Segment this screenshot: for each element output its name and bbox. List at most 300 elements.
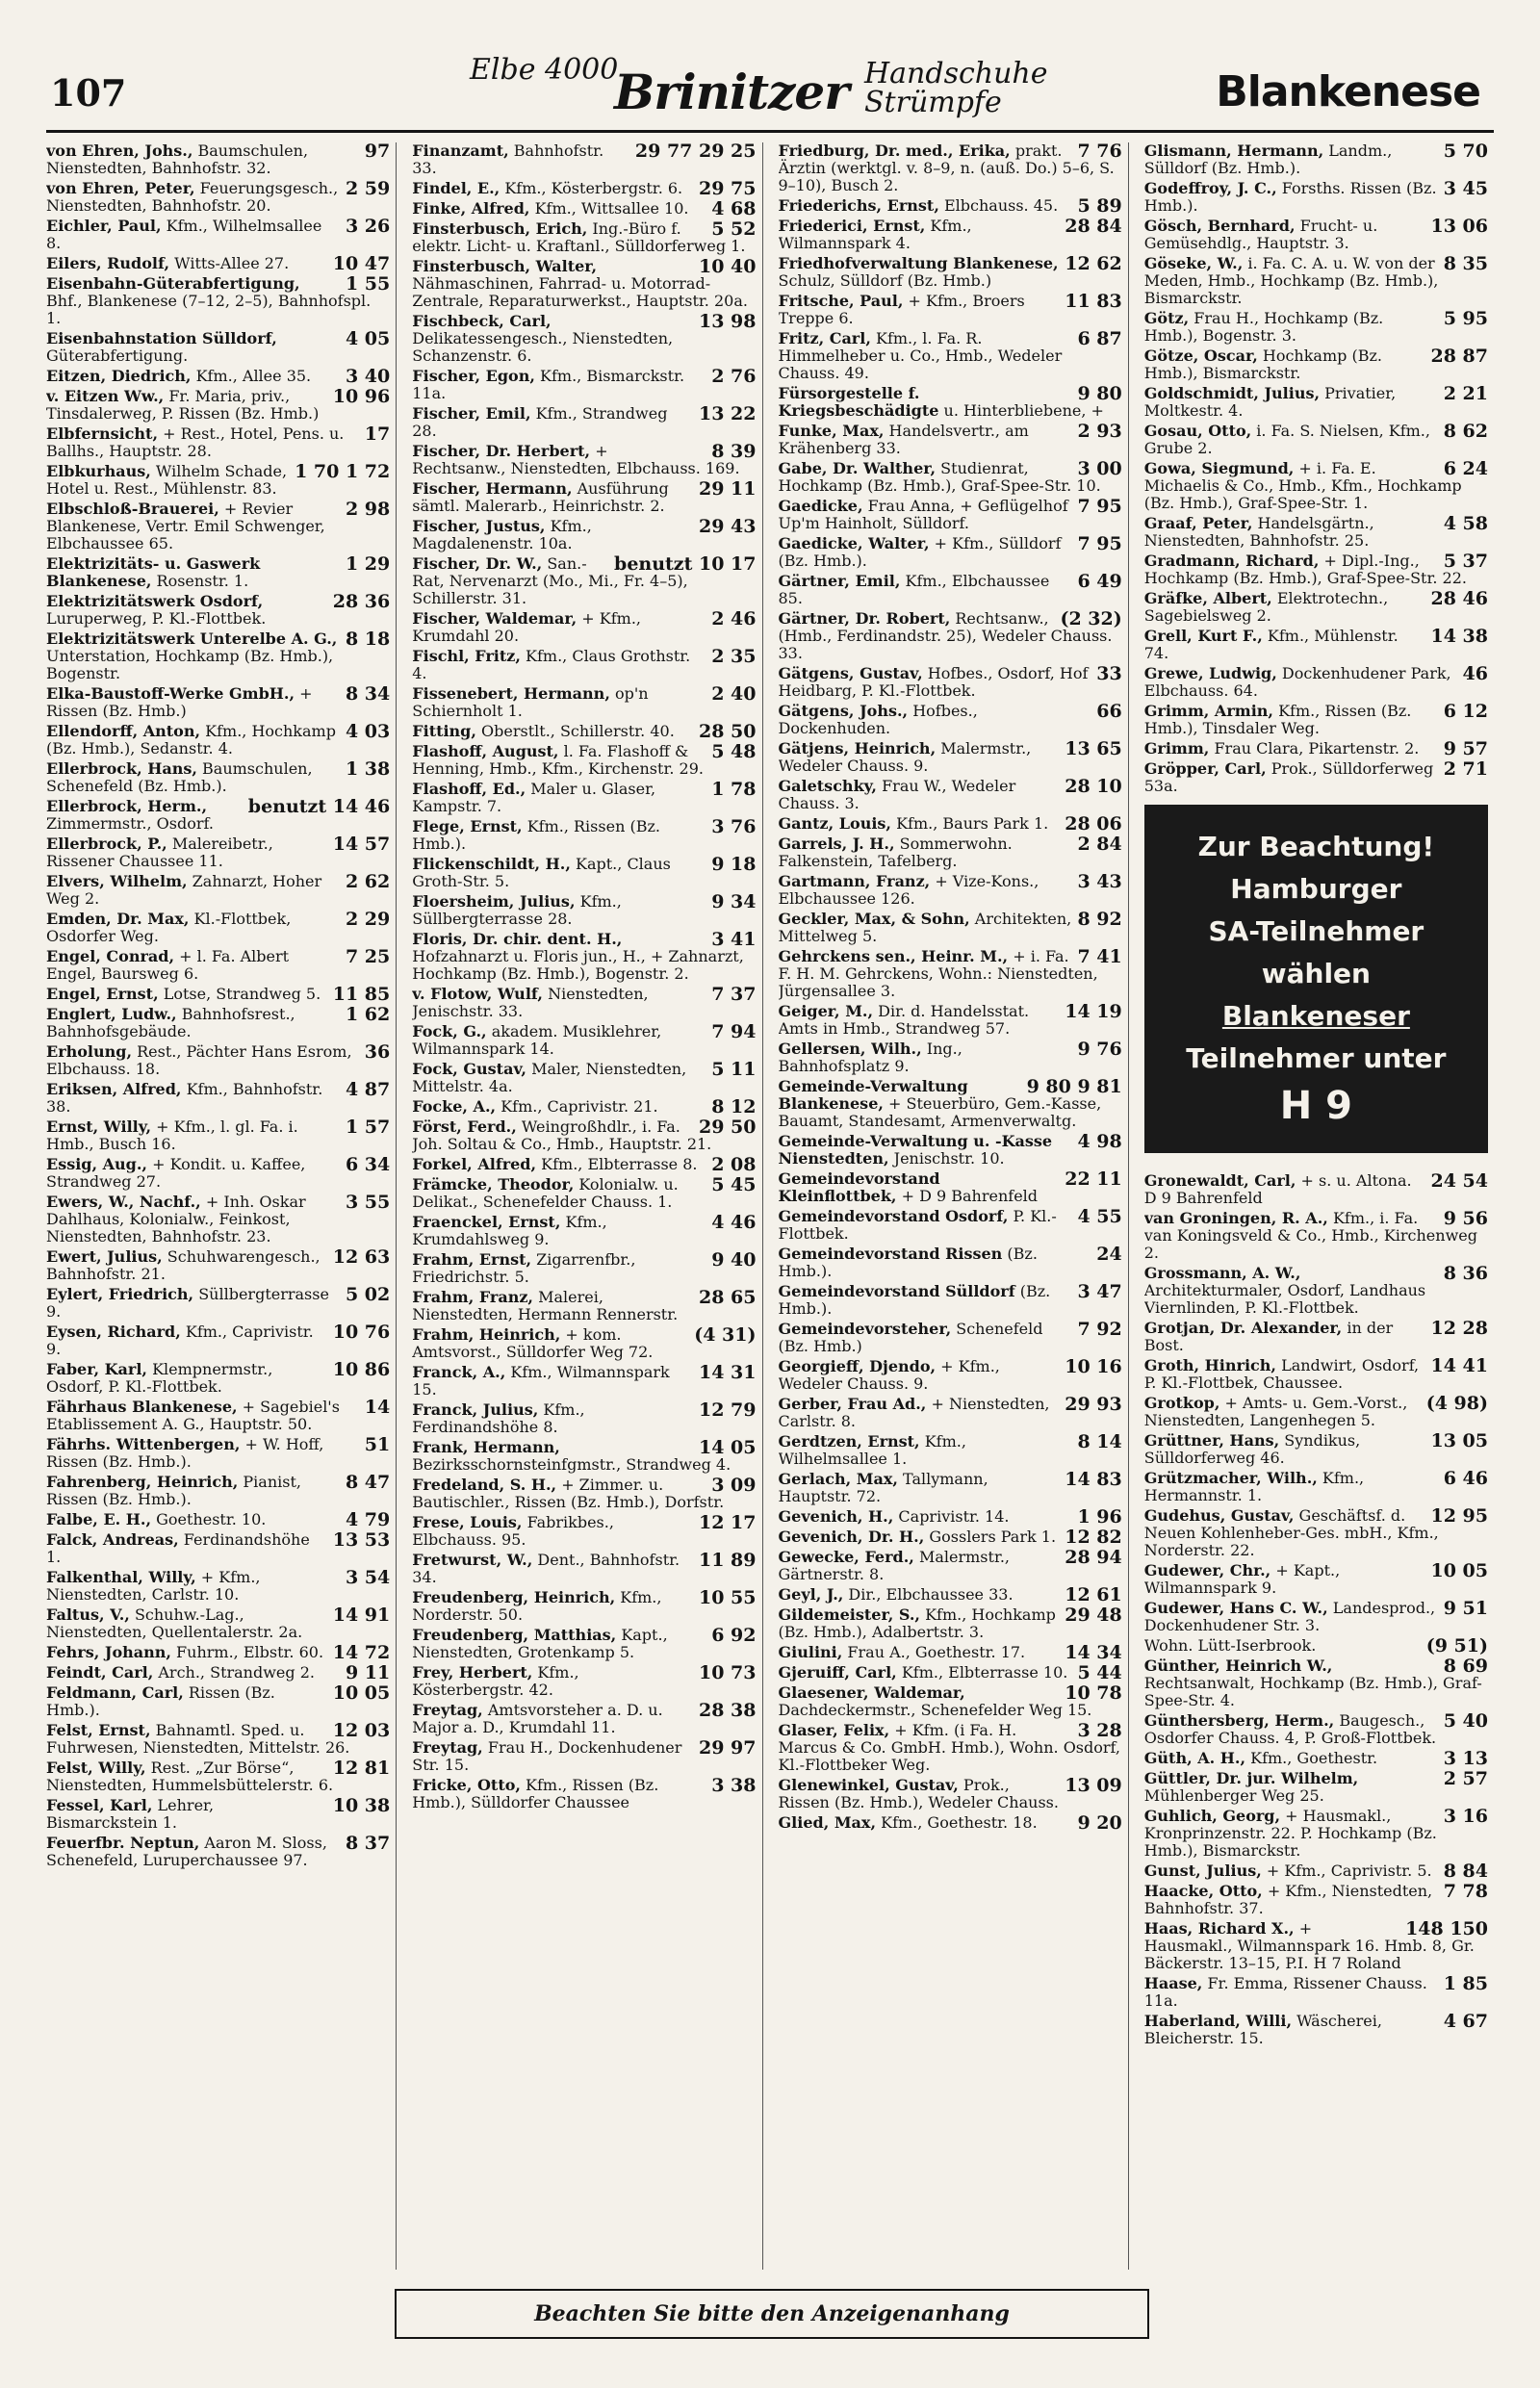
entry-detail: Witts-Allee 27. — [174, 254, 290, 272]
page-number: 107 — [50, 71, 127, 115]
entry-name: Fraenckel, Ernst, — [412, 1213, 561, 1231]
entry-detail: Pianist, Rissen (Bz. Hmb.). — [46, 1473, 301, 1508]
entry-detail: + i. Fa. E. Michaelis & Co., Hmb., Kfm., Hochkamp (Bz. Hmb.), Graf-Spee-Str. 1. — [1143, 459, 1462, 512]
directory-entry — [412, 1326, 756, 1361]
entry-phone: 14 91 — [332, 1605, 391, 1626]
entry-phone: 5 89 — [1077, 195, 1122, 217]
entry-name: Groth, Hinrich, — [1143, 1356, 1276, 1374]
entry-phone: (4 31) — [694, 1324, 757, 1346]
entry-phone: 4 55 — [1077, 1206, 1122, 1227]
entry-phone: 3 41 — [711, 929, 757, 950]
entry-phone: 12 03 — [332, 1720, 391, 1741]
entry-name: Elbschloß-Brauerei, — [46, 500, 219, 518]
directory-entry — [779, 1528, 1122, 1546]
entry-detail: + kom. Amtsvorst., Sülldorfer Weg 72. — [412, 1325, 654, 1361]
entry-detail: Kfm., Baurs Park 1. — [896, 814, 1049, 833]
entry-detail: + Rest., Hotel, Pens. u. Ballhs., Hauptstr. 28. — [46, 424, 345, 460]
directory-entry — [1144, 1357, 1488, 1392]
directory-entry — [46, 1118, 390, 1153]
entry-name: Günthersberg, Herm., — [1143, 1711, 1335, 1730]
directory-entry — [46, 685, 390, 720]
entry-name: Focke, A., — [412, 1097, 497, 1116]
entry-phone: 5 45 — [711, 1174, 757, 1195]
entry-detail: Studienrat, Hochkamp (Bz. Hmb.), Graf-Spee-Str. 10. — [778, 459, 1101, 495]
entry-detail: Schulz, Sülldorf (Bz. Hmb.) — [778, 271, 992, 290]
entry-phone: 2 08 — [711, 1154, 757, 1175]
directory-entry — [779, 1508, 1122, 1526]
entry-phone: 6 46 — [1443, 1468, 1488, 1489]
entry-name: Englert, Ludw., — [46, 1005, 177, 1023]
directory-entry — [46, 1511, 390, 1528]
directory-entry — [1144, 1600, 1488, 1634]
entry-name: Güth, A. H., — [1143, 1749, 1246, 1767]
entry-detail: Luruperweg, P. Kl.-Flottbek. — [46, 609, 267, 628]
entry-phone: 3 40 — [345, 366, 391, 387]
directory-entry — [412, 368, 756, 402]
entry-phone: benutzt 14 46 — [247, 796, 391, 817]
directory-entry — [46, 388, 390, 423]
directory-entry — [412, 1552, 756, 1586]
entry-detail: i. Fa. C. A. u. W. von der Meden, Hmb., Hochkamp (Bz. Hmb.), Bismarckstr. — [1143, 254, 1439, 307]
entry-phone: 28 84 — [1065, 216, 1122, 237]
entry-name: Guhlich, Georg, — [1143, 1807, 1281, 1825]
entry-detail: + i. Fa. F. H. M. Gehrckens, Wohn.: Nienstedten, Jürgensallee 3. — [778, 947, 1098, 1000]
entry-phone: 8 39 — [711, 441, 757, 462]
directory-entry — [779, 1078, 1122, 1130]
entry-detail: Kfm., Elbterrasse 8. — [541, 1155, 698, 1173]
listing-column-2 — [412, 142, 762, 2270]
page-header — [46, 50, 1494, 133]
directory-entry — [412, 1364, 756, 1399]
entry-phone: 5 37 — [1443, 551, 1488, 572]
entry-phone: 9 80 — [1077, 383, 1122, 404]
directory-entry — [779, 293, 1122, 327]
entry-detail: Kfm., Elbchaussee 85. — [778, 572, 1050, 607]
entry-phone: 3 76 — [711, 816, 757, 837]
entry-detail: Landwirt, Osdorf, P. Kl.-Flottbek, Chaussee. — [1143, 1356, 1420, 1392]
directory-entry — [779, 1170, 1122, 1205]
entry-name: Fischbeck, Carl, — [412, 312, 552, 330]
entry-detail: Ing., Bahnhofsplatz 9. — [778, 1040, 962, 1075]
entry-detail: Fabrikbes., Elbchauss. 95. — [412, 1513, 614, 1549]
entry-phone: 10 55 — [699, 1587, 757, 1608]
directory-entry — [779, 815, 1122, 833]
entry-detail: Hofbes., Dockenhuden. — [778, 702, 978, 737]
entry-name: Fischer, Dr. W., — [412, 554, 543, 573]
directory-entry — [412, 856, 756, 890]
entry-detail: Kfm., Ferdinandshöhe 8. — [412, 1400, 585, 1436]
entry-name: Eysen, Richard, — [46, 1322, 181, 1341]
directory-entry — [779, 460, 1122, 495]
entry-detail: Bhf., Blankenese (7–12, 2–5), Bahnhofspl. 1. — [46, 292, 372, 327]
entry-detail: Rest. „Zur Börse“, Nienstedten, Hummelsbüttelerstr. 6. — [46, 1759, 334, 1794]
entry-detail: Zigarrenfbr., Friedrichstr. 5. — [412, 1250, 636, 1286]
directory-entry — [46, 835, 390, 870]
entry-phone: 29 93 — [1065, 1394, 1122, 1415]
entry-detail: Kfm., Goethestr. 18. — [881, 1813, 1038, 1832]
entry-detail: Caprivistr. 14. — [898, 1507, 1010, 1526]
entry-detail: Zimmermstr., Osdorf. — [46, 814, 214, 833]
entry-name: Franck, A., — [412, 1363, 506, 1381]
directory-entry — [779, 498, 1122, 532]
entry-detail: Kl.-Flottbek, Osdorfer Weg. — [46, 910, 292, 945]
entry-name: Gerlach, Max, — [778, 1470, 898, 1488]
entry-detail: Wäscherei, Bleicherstr. 15. — [1143, 2012, 1382, 2047]
directory-entry — [412, 1098, 756, 1116]
entry-name: Graaf, Peter, — [1143, 514, 1253, 532]
entry-phone: 28 36 — [332, 591, 391, 612]
entry-phone: 4 03 — [345, 721, 391, 742]
entry-phone: 28 10 — [1065, 776, 1122, 797]
entry-phone: 22 11 — [1065, 1168, 1122, 1190]
entry-phone: (2 32) — [1060, 608, 1122, 629]
directory-entry — [412, 723, 756, 740]
directory-entry — [1144, 1432, 1488, 1467]
entry-detail: Wilhelm Schade, Hotel u. Rest., Mühlenstr. 83. — [46, 462, 288, 498]
entry-name: Engel, Conrad, — [46, 947, 175, 965]
entry-name: Feindt, Carl, — [46, 1663, 154, 1682]
entry-phone: 1 62 — [345, 1004, 391, 1025]
directory-entry — [46, 1664, 390, 1682]
entry-phone: (9 51) — [1425, 1635, 1488, 1656]
entry-detail: Güterabfertigung. — [46, 347, 189, 365]
entry-detail: Bezirksschornsteinfgmstr., Strandweg 4. — [412, 1455, 732, 1474]
directory-entry — [46, 425, 390, 460]
entry-phone: 12 95 — [1430, 1505, 1488, 1527]
directory-entry — [412, 610, 756, 645]
directory-entry — [779, 665, 1122, 700]
notice-line: Teilnehmer unter — [1186, 1042, 1447, 1074]
entry-phone: 10 86 — [332, 1359, 391, 1380]
entry-name: Gjeruiff, Carl, — [778, 1663, 897, 1682]
directory-entry — [779, 385, 1122, 420]
directory-entry — [779, 610, 1122, 662]
entry-detail: Aaron M. Sloss, Schenefeld, Luruperchaussee 97. — [46, 1834, 327, 1869]
directory-entry — [779, 1684, 1122, 1719]
entry-phone: 33 — [1096, 663, 1122, 684]
directory-entry — [1144, 310, 1488, 345]
entry-name: Haas, Richard X., — [1143, 1919, 1295, 1938]
entry-name: Ellerbrock, Hans, — [46, 759, 197, 778]
entry-name: Elektrizitätswerk Unterelbe A. G., — [46, 629, 338, 648]
entry-phone: 9 40 — [711, 1249, 757, 1271]
directory-entry — [779, 1606, 1122, 1641]
entry-name: Gemeindevorstand Rissen — [778, 1245, 1003, 1263]
entry-name: Fischl, Fritz, — [412, 647, 521, 665]
entry-phone: 36 — [364, 1041, 391, 1063]
directory-entry — [1144, 515, 1488, 550]
directory-entry — [412, 1289, 756, 1323]
entry-phone: 2 62 — [345, 871, 391, 892]
entry-name: Glismann, Hermann, — [1143, 142, 1324, 160]
entry-name: Geckler, Max, & Sohn, — [778, 910, 970, 928]
entry-name: Gemeindevorsteher, — [778, 1320, 952, 1338]
entry-name: Freudenberg, Matthias, — [412, 1626, 617, 1644]
entry-name: Elbfernsicht, — [46, 424, 159, 443]
entry-detail: Kfm., i. Fa. van Koningsveld & Co., Hmb., Kirchenweg 2. — [1143, 1209, 1477, 1262]
entry-detail: Zahnarzt, Hoher Weg 2. — [46, 872, 322, 908]
entry-phone: 14 38 — [1430, 626, 1488, 647]
entry-phone: 10 78 — [1065, 1682, 1122, 1704]
entry-detail: + Kondit. u. Kaffee, Strandweg 27. — [46, 1155, 306, 1191]
entry-name: Fretwurst, W., — [412, 1551, 533, 1569]
directory-entry — [46, 1323, 390, 1358]
directory-entry — [46, 948, 390, 983]
entry-detail: prakt. Ärztin (werktgl. v. 8–9, n. (auß. Do.) 5–6, S. 9–10), Busch 2. — [778, 142, 1115, 194]
entry-detail: Ausführung sämtl. Malerarb., Heinrichstr. 2. — [412, 479, 669, 515]
entry-name: Fischer, Waldemar, — [412, 609, 578, 628]
entry-phone: 10 73 — [699, 1662, 757, 1683]
directory-entry — [1144, 1637, 1488, 1655]
entry-phone: 3 54 — [345, 1567, 391, 1588]
directory-entry — [46, 1248, 390, 1283]
directory-entry — [1144, 1265, 1488, 1317]
entry-detail: Kfm., Wilhelmsallee 1. — [778, 1432, 966, 1468]
directory-entry — [1144, 1808, 1488, 1860]
entry-detail: Kfm., Caprivistr. 21. — [500, 1097, 658, 1116]
entry-name: Fock, Gustav, — [412, 1060, 526, 1078]
directory-entry — [412, 648, 756, 682]
entry-detail: Kfm., Hochkamp (Bz. Hmb.), Adalbertstr. 3. — [778, 1605, 1056, 1641]
entry-phone: 6 12 — [1443, 701, 1488, 722]
entry-detail: Kapt., Claus Groth-Str. 5. — [412, 855, 671, 890]
entry-phone: 7 95 — [1077, 533, 1122, 554]
entry-detail: + Kfm., Broers Treppe 6. — [778, 292, 1025, 327]
entry-detail: Delikatessengesch., Nienstedten, Schanzenstr. 6. — [412, 329, 674, 365]
entry-name: Ellerbrock, P., — [46, 835, 167, 853]
entry-phone: 6 87 — [1077, 328, 1122, 349]
entry-name: Eylert, Friedrich, — [46, 1285, 194, 1303]
directory-entry — [779, 911, 1122, 945]
entry-detail: + Hausmakl., Kronprinzenstr. 22. P. Hochkamp (Bz. Hmb.), Bismarckstr. — [1143, 1807, 1437, 1860]
entry-name: Freudenberg, Heinrich, — [412, 1588, 616, 1606]
entry-detail: Schuhwarengesch., Bahnhofstr. 21. — [46, 1247, 321, 1283]
entry-name: Findel, E., — [412, 179, 500, 197]
entry-detail: Kfm., Rissen (Bz. Hmb.), Tinsdaler Weg. — [1143, 702, 1412, 737]
entry-phone: 13 22 — [699, 403, 757, 424]
entry-phone: 4 46 — [711, 1212, 757, 1233]
directory-entry — [412, 1214, 756, 1248]
entry-phone: 7 37 — [711, 984, 757, 1005]
directory-entry — [412, 893, 756, 928]
entry-name: Frahm, Franz, — [412, 1288, 533, 1306]
entry-name: Ernst, Willy, — [46, 1117, 152, 1136]
entry-detail: + Nienstedten, Carlstr. 8. — [778, 1395, 1050, 1430]
directory-entry — [1144, 460, 1488, 512]
entry-name: Gräfke, Albert, — [1143, 589, 1272, 607]
entry-phone: 8 36 — [1443, 1263, 1488, 1284]
entry-phone: 2 98 — [345, 499, 391, 520]
entry-name: von Ehren, Peter, — [46, 179, 195, 197]
entry-phone: 4 58 — [1443, 513, 1488, 534]
entry-phone: 5 52 — [711, 218, 757, 240]
entry-name: Feuerfbr. Neptun, — [46, 1834, 200, 1852]
entry-detail: + Revier Blankenese, Vertr. Emil Schwenger, Elbchaussee 65. — [46, 500, 325, 552]
entry-phone: 8 92 — [1077, 909, 1122, 930]
entry-phone: 4 67 — [1443, 2011, 1488, 2032]
entry-name: Ellerbrock, Herm., — [46, 797, 208, 815]
entry-phone: 3 16 — [1443, 1806, 1488, 1827]
entry-detail: Rest., Pächter Hans Esrom, Elbchauss. 18. — [46, 1042, 352, 1078]
directory-entry — [779, 1245, 1122, 1280]
entry-detail: Frau A., Goethestr. 17. — [847, 1643, 1026, 1661]
directory-entry — [779, 1283, 1122, 1318]
entry-phone: 2 40 — [711, 683, 757, 705]
entry-name: Haberland, Willi, — [1143, 2012, 1293, 2030]
directory-entry — [412, 518, 756, 552]
entry-detail: Kfm., Hermannstr. 1. — [1143, 1469, 1365, 1504]
entry-phone: 7 94 — [711, 1021, 757, 1042]
entry-name: Gemeinde-Verwaltung Blankenese, — [778, 1077, 968, 1113]
entry-phone: 10 05 — [332, 1682, 391, 1704]
entry-phone: 28 94 — [1065, 1547, 1122, 1568]
entry-name: Flashoff, Ed., — [412, 780, 526, 798]
entry-phone: 3 00 — [1077, 458, 1122, 479]
directory-entry — [412, 818, 756, 853]
directory-entry — [46, 180, 390, 215]
entry-detail: Prok., Sülldorferweg 53a. — [1143, 759, 1434, 795]
entry-detail: Malereibetr., Rissener Chaussee 11. — [46, 835, 273, 870]
entry-name: Essig, Aug., — [46, 1155, 147, 1173]
entry-name: Frahm, Heinrich, — [412, 1325, 561, 1344]
directory-entry — [1144, 385, 1488, 420]
entry-name: Göseke, W., — [1143, 254, 1244, 272]
entry-detail: + Kfm., Nienstedten, Carlstr. 10. — [46, 1568, 261, 1604]
entry-name: Gevenich, H., — [778, 1507, 894, 1526]
entry-detail: Kfm., Kösterbergstr. 6. — [504, 179, 683, 197]
entry-name: Grüttner, Hans, — [1143, 1431, 1280, 1450]
directory-entry — [1144, 1750, 1488, 1767]
directory-entry — [779, 218, 1122, 252]
listing-column-3 — [779, 142, 1129, 2270]
directory-entry — [1144, 1172, 1488, 1207]
entry-detail: Klempnermstr., Osdorf, P. Kl.-Flottbek. — [46, 1360, 273, 1396]
directory-entry — [412, 1156, 756, 1173]
directory-entry — [779, 778, 1122, 812]
directory-entry — [779, 535, 1122, 570]
entry-name: Fehrs, Johann, — [46, 1643, 171, 1661]
entry-phone: 24 — [1096, 1244, 1122, 1265]
directory-entry — [412, 220, 756, 255]
directory-entry — [412, 986, 756, 1020]
entry-phone: 13 06 — [1430, 216, 1488, 237]
entry-detail: San.-Rat, Nervenarzt (Mo., Mi., Fr. 4–5), Schillerstr. 31. — [412, 554, 688, 607]
directory-entry — [412, 405, 756, 440]
entry-name: Fricke, Otto, — [412, 1776, 521, 1794]
directory-entry — [412, 1627, 756, 1661]
entry-detail: l. Fa. Flashoff & Henning, Hmb., Kfm., Kirchenstr. 29. — [412, 742, 704, 778]
entry-name: Falck, Andreas, — [46, 1530, 179, 1549]
entry-name: Elvers, Wilhelm, — [46, 872, 188, 890]
entry-name: Finke, Alfred, — [412, 199, 530, 218]
directory-entry — [1144, 423, 1488, 457]
entry-detail: + Dipl.-Ing., Hochkamp (Bz. Hmb.), Graf-Spee-Str. 22. — [1143, 552, 1467, 587]
entry-name: Grell, Kurt F., — [1143, 627, 1263, 645]
directory-entry — [46, 593, 390, 628]
entry-name: Fissenebert, Hermann, — [412, 684, 610, 703]
entry-phone: 12 79 — [699, 1399, 757, 1421]
entry-name: Falbe, E. H., — [46, 1510, 152, 1528]
footer-text: Beachten Sie bitte den Anzeigenanhang — [534, 2301, 1010, 2326]
entry-detail: Wohn. Lütt-Iserbrook. — [1143, 1636, 1317, 1655]
entry-detail: Kfm., Bahnhofstr. 38. — [46, 1080, 323, 1116]
entry-detail: + Rissen (Bz. Hmb.) — [46, 684, 313, 720]
entry-name: Finanzamt, — [412, 142, 509, 160]
entry-phone: 17 — [364, 424, 391, 445]
entry-phone: 11 85 — [332, 984, 391, 1005]
directory-entry — [779, 1040, 1122, 1075]
header-rule — [46, 130, 1494, 133]
entry-phone: 13 98 — [699, 311, 757, 332]
entry-detail: Dir., Elbchaussee 33. — [848, 1585, 1014, 1604]
entry-name: Gowa, Siegmund, — [1143, 459, 1295, 477]
entry-detail: Baumschulen, Schenefeld (Bz. Hmb.). — [46, 759, 313, 795]
directory-entry — [779, 1644, 1122, 1661]
entry-phone: 10 38 — [332, 1795, 391, 1816]
entry-name: Eisenbahn-Güterabfertigung, — [46, 274, 300, 293]
directory-entry — [46, 555, 390, 590]
entry-detail: Kfm., Strandweg 28. — [412, 404, 668, 440]
entry-phone: 29 75 — [699, 178, 757, 199]
entry-name: Gellersen, Wilh., — [778, 1040, 922, 1058]
entry-detail: Schenefeld (Bz. Hmb.) — [778, 1320, 1043, 1355]
directory-entry — [1144, 760, 1488, 795]
entry-name: Erholung, — [46, 1042, 133, 1061]
entry-phone: 3 47 — [1077, 1281, 1122, 1302]
entry-detail: Kfm., Claus Grothstr. 4. — [412, 647, 691, 682]
brand-city: Elbe 4000 — [470, 53, 619, 87]
entry-name: Gudewer, Chr., — [1143, 1561, 1271, 1579]
entry-detail: Tallymann, Hauptstr. 72. — [778, 1470, 988, 1505]
directory-entry — [412, 258, 756, 310]
entry-name: Haase, — [1143, 1974, 1203, 1992]
entry-phone: 3 28 — [1077, 1720, 1122, 1741]
entry-detail: akadem. Musiklehrer, Wilmannspark 14. — [412, 1022, 662, 1058]
entry-phone: 1 29 — [345, 553, 391, 575]
entry-detail: Mühlenberger Weg 25. — [1143, 1786, 1324, 1805]
entry-phone: 14 34 — [1065, 1642, 1122, 1663]
entry-detail: Arch., Strandweg 2. — [158, 1663, 315, 1682]
entry-phone: 8 84 — [1443, 1861, 1488, 1882]
entry-phone: 1 70 1 72 — [295, 461, 391, 482]
entry-name: Felst, Ernst, — [46, 1721, 151, 1739]
entry-name: Georgieff, Djendo, — [778, 1357, 937, 1375]
entry-name: Gröpper, Carl, — [1143, 759, 1267, 778]
directory-entry — [1144, 347, 1488, 382]
entry-name: Frahm, Ernst, — [412, 1250, 532, 1269]
entry-detail: Kfm., Wilmannspark 15. — [412, 1363, 670, 1399]
directory-entry — [779, 255, 1122, 290]
entry-detail: Frau H., Dockenhudener Str. 15. — [412, 1738, 682, 1774]
entry-name: Floersheim, Julius, — [412, 892, 576, 911]
entry-name: Friedburg, Dr. med., Erika, — [778, 142, 1011, 160]
directory-entry — [779, 1777, 1122, 1811]
entry-detail: Elbchauss. 45. — [943, 196, 1059, 215]
entry-detail: Kfm., Kösterbergstr. 42. — [412, 1663, 579, 1699]
entry-name: Freytag, — [412, 1738, 483, 1757]
entry-phone: 8 69 — [1443, 1656, 1488, 1677]
notice-heading: Zur Beachtung! — [1197, 831, 1435, 862]
entry-name: Günther, Heinrich W., — [1143, 1656, 1333, 1675]
entry-detail: Rosenstr. 1. — [156, 572, 249, 590]
entry-name: Grimm, — [1143, 739, 1210, 757]
directory-entry — [779, 1133, 1122, 1168]
entry-phone: 12 63 — [332, 1246, 391, 1268]
notice-line: SA-Teilnehmer wählen — [1208, 915, 1424, 989]
entry-phone: 7 95 — [1077, 496, 1122, 517]
entry-detail: Unterstation, Hochkamp (Bz. Hmb.), Bogenstr. — [46, 647, 334, 682]
entry-name: Funke, Max, — [778, 422, 885, 440]
